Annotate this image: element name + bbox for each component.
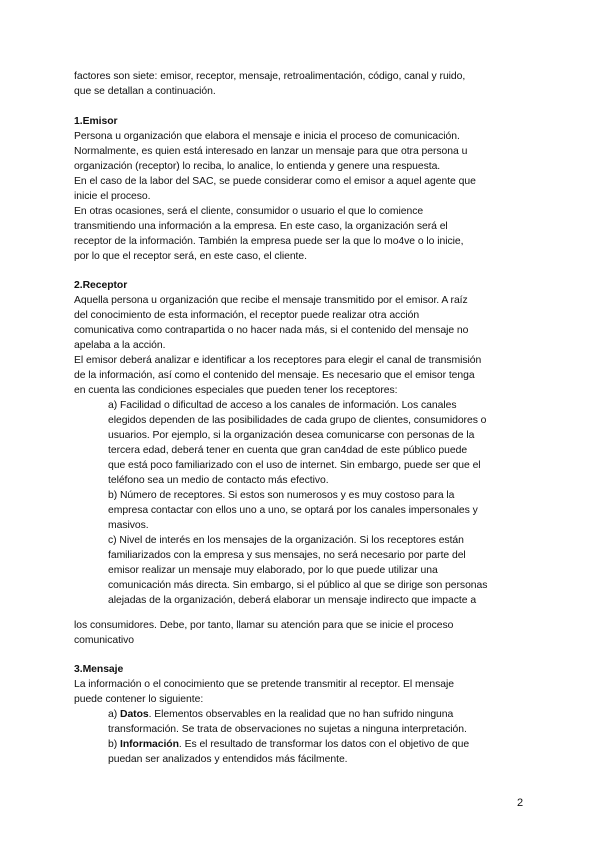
text-line: del conocimiento de esta información, el receptor puede realizar otra acción: [74, 310, 420, 321]
text-line: comunicativa como contrapartida o no hacer nada más, si el contenido del mensaje no: [74, 325, 469, 336]
term-datos: Datos: [119, 709, 149, 720]
list-item-line: usuarios. Por ejemplo, si la organización desea comunicarse con personas de la: [108, 430, 475, 441]
text-line: receptor de la información. También la empresa puede ser la que lo mo4ve o lo inicie,: [74, 236, 464, 247]
list-item-line: alejadas de la organización, deberá elaborar un mensaje indirecto que impacte a: [108, 595, 477, 606]
term-informacion: Información: [119, 739, 179, 750]
text-line: Aquella persona u organización que recibe el mensaje transmitido por el emisor. A raíz: [74, 295, 468, 306]
list-item-line: teléfono sea un medio de contacto más efectivo.: [108, 475, 329, 486]
list-item-line: elegidos dependen de las posibilidades de cada grupo de clientes, consumidores o: [108, 415, 487, 426]
text-line: inicie el proceso.: [74, 191, 151, 202]
text-line: En otras ocasiones, será el cliente, consumidor o usuario el que lo comience: [74, 206, 424, 217]
list-item-line: familiarizados con la empresa y sus mensajes, no será necesario por parte del: [108, 550, 466, 561]
section-heading-mensaje: 3.Mensaje: [74, 664, 124, 675]
list-item-line: puedan ser analizados y entendidos más fácilmente.: [108, 754, 348, 765]
section-heading-emisor: 1.Emisor: [74, 116, 118, 127]
text-line: puede contener lo siguiente:: [74, 694, 204, 705]
list-item-line: c) Nivel de interés en los mensajes de la organización. Si los receptores están: [108, 535, 464, 546]
section-heading-receptor: 2.Receptor: [74, 280, 128, 291]
term-definition: . Es el resultado de transformar los datos con el objetivo de que: [178, 739, 470, 750]
text-line: transmitiendo una información a la empresa. En este caso, la organización será el: [74, 221, 448, 232]
term-definition: . Elementos observables en la realidad que no han sufrido ninguna: [148, 709, 454, 720]
page-number: 2: [517, 797, 524, 809]
list-item-line: que está poco familiarizado con el uso de internet. Sin embargo, puede ser que el: [108, 460, 481, 471]
text-line: apelaba a la acción.: [74, 340, 166, 351]
text-line: La información o el conocimiento que se pretende transmitir al receptor. El mensaje: [74, 679, 454, 690]
list-item-informacion: [108, 737, 469, 752]
list-item-line: masivos.: [108, 520, 149, 531]
text-line: que se detallan a continuación.: [74, 86, 216, 97]
text-line: comunicativo: [74, 635, 135, 646]
list-item-line: comunicación más directa. Sin embargo, si el público al que se dirige son personas: [108, 580, 488, 591]
text-line: En el caso de la labor del SAC, se puede considerar como el emisor a aquel agente que: [74, 176, 476, 187]
text-line: organización (receptor) lo reciba, lo analice, lo entienda y genere una respuesta.: [74, 161, 441, 172]
text-line: Persona u organización que elabora el mensaje e inicia el proceso de comunicación.: [74, 131, 460, 142]
list-item-line: transformación. Se trata de observaciones no sujetas a ninguna interpretación.: [108, 724, 467, 735]
text-line: factores son siete: emisor, receptor, mensaje, retroalimentación, código, canal y ruido,: [74, 71, 466, 82]
list-item-datos: [108, 707, 453, 722]
text-line: los consumidores. Debe, por tanto, llamar su atención para que se inicie el proceso: [74, 620, 454, 631]
list-marker: a): [108, 709, 120, 720]
list-marker: b): [108, 739, 120, 750]
text-line: El emisor deberá analizar e identificar a los receptores para elegir el canal de transmisión: [74, 355, 482, 366]
list-item-line: tercera edad, deberá tener en cuenta que gran can4dad de este público puede: [108, 445, 468, 456]
text-line: en cuenta las condiciones especiales que pueden tener los receptores:: [74, 385, 398, 396]
text-line: por lo que el receptor será, en este caso, el cliente.: [74, 251, 307, 262]
list-item-line: emisor realizar un mensaje muy elaborado, por lo que puede utilizar una: [108, 565, 438, 576]
text-line: Normalmente, es quien está interesado en lanzar un mensaje para que otra persona u: [74, 146, 468, 157]
list-item-line: a) Facilidad o dificultad de acceso a los canales de información. Los canales: [108, 400, 457, 411]
list-item-line: b) Número de receptores. Si estos son numerosos y es muy costoso para la: [108, 490, 455, 501]
list-item-line: empresa contactar con ellos uno a uno, se optará por los canales impersonales y: [108, 505, 478, 516]
text-line: de la información, así como el contenido del mensaje. Es necesario que el emisor tenga: [74, 370, 475, 381]
